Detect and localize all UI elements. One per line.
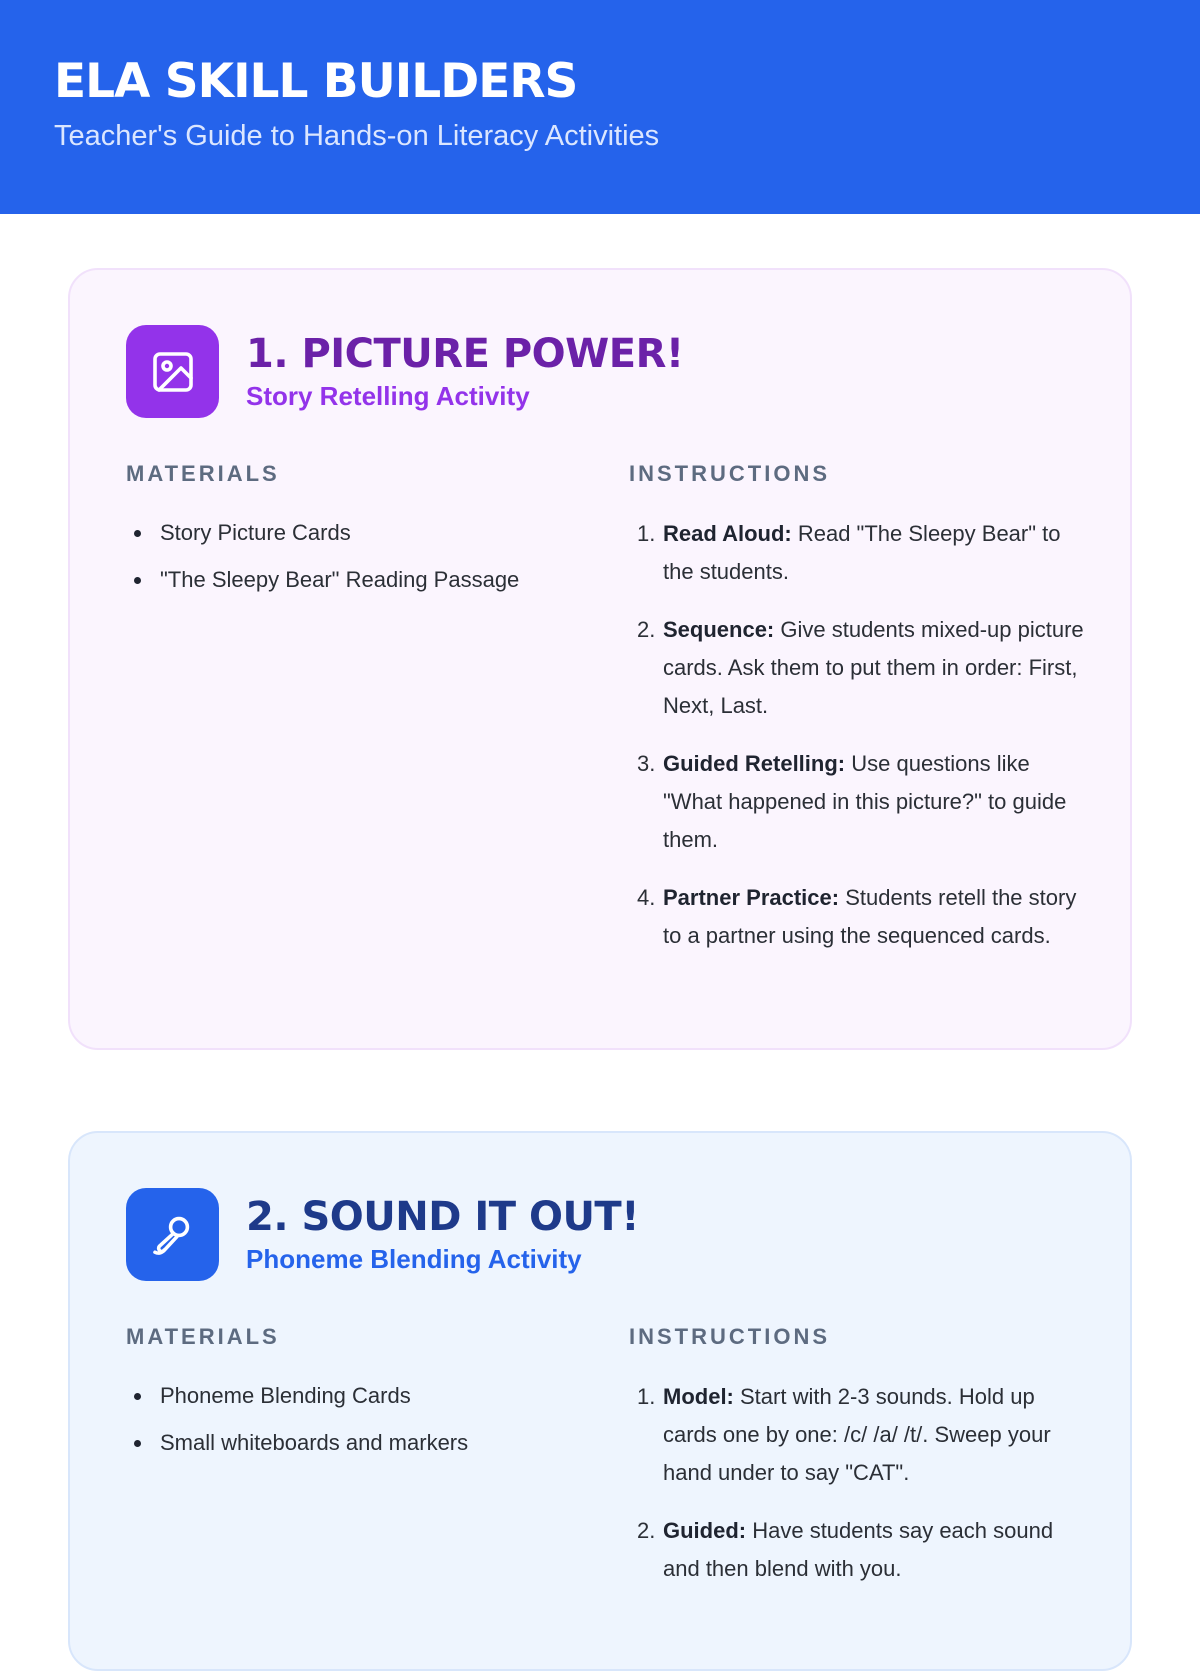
activity-header (126, 1188, 1130, 1281)
step-label: Model: (663, 1384, 734, 1409)
page-title: ELA SKILL BUILDERS (54, 54, 578, 109)
step-text: Give students mixed-up picture cards. Ask them to put them in order: First, Next, Last. (663, 617, 1084, 718)
activity-header (126, 325, 1130, 418)
step-label: Partner Practice: (663, 885, 840, 910)
microphone-icon (126, 1188, 219, 1281)
step-label: Sequence: (663, 617, 775, 642)
activity-title: 2. SOUND IT OUT! (246, 1194, 639, 1240)
bullet-icon (134, 530, 141, 537)
activity-title: 1. PICTURE POWER! (246, 331, 684, 377)
instruction-step (629, 1378, 1089, 1492)
bullet-icon (134, 1393, 141, 1400)
materials-item (126, 1428, 566, 1458)
step-text: Start with 2-3 sounds. Hold up cards one by one: /c/ /a/ /t/. Sweep your hand under to say "CAT". (663, 1384, 1051, 1485)
activity-subtitle: Phoneme Blending Activity (246, 1244, 582, 1274)
instruction-step (629, 611, 1089, 725)
materials-section (126, 460, 566, 612)
step-number: 1. (637, 521, 656, 546)
step-label: Read Aloud: (663, 521, 792, 546)
instructions-label: INSTRUCTIONS (629, 1324, 830, 1349)
step-label: Guided: (663, 1518, 747, 1543)
step-number: 2. (637, 617, 656, 642)
instruction-step (629, 1512, 1089, 1588)
activity-heading (246, 1193, 639, 1276)
instructions-section (629, 1323, 1089, 1608)
materials-item (126, 518, 566, 548)
image-icon (126, 325, 219, 418)
materials-list (126, 518, 566, 595)
instruction-step (629, 515, 1089, 591)
materials-list (126, 1381, 566, 1458)
page-header (0, 0, 1200, 214)
materials-item-text: Phoneme Blending Cards (160, 1383, 411, 1408)
page-subtitle: Teacher's Guide to Hands-on Literacy Activities (54, 120, 660, 152)
materials-item (126, 1381, 566, 1411)
instructions-list (629, 1378, 1089, 1588)
bullet-icon (134, 1440, 141, 1447)
materials-section (126, 1323, 566, 1475)
materials-item (126, 565, 566, 595)
activity-subtitle: Story Retelling Activity (246, 381, 530, 411)
step-number: 1. (637, 1384, 656, 1409)
instruction-step (629, 745, 1089, 859)
materials-item-text: "The Sleepy Bear" Reading Passage (160, 567, 520, 592)
step-text: Students retell the story to a partner using the sequenced cards. (663, 885, 1077, 948)
bullet-icon (134, 577, 141, 584)
step-number: 3. (637, 751, 656, 776)
materials-item-text: Small whiteboards and markers (160, 1430, 469, 1455)
instructions-label: INSTRUCTIONS (629, 461, 830, 486)
instructions-list (629, 515, 1089, 955)
materials-item-text: Story Picture Cards (160, 520, 351, 545)
materials-label: MATERIALS (126, 1324, 280, 1349)
instructions-section (629, 460, 1089, 975)
step-number: 2. (637, 1518, 656, 1543)
step-number: 4. (637, 885, 656, 910)
step-text: Have students say each sound and then blend with you. (663, 1518, 1054, 1581)
step-label: Guided Retelling: (663, 751, 846, 776)
activity-heading (246, 330, 684, 413)
activity-card-sound-it-out (68, 1131, 1132, 1671)
step-text: Use questions like "What happened in this picture?" to guide them. (663, 751, 1067, 852)
materials-label: MATERIALS (126, 461, 280, 486)
step-text: Read "The Sleepy Bear" to the students. (663, 521, 1061, 584)
activity-card-picture-power (68, 268, 1132, 1050)
instruction-step (629, 879, 1089, 955)
